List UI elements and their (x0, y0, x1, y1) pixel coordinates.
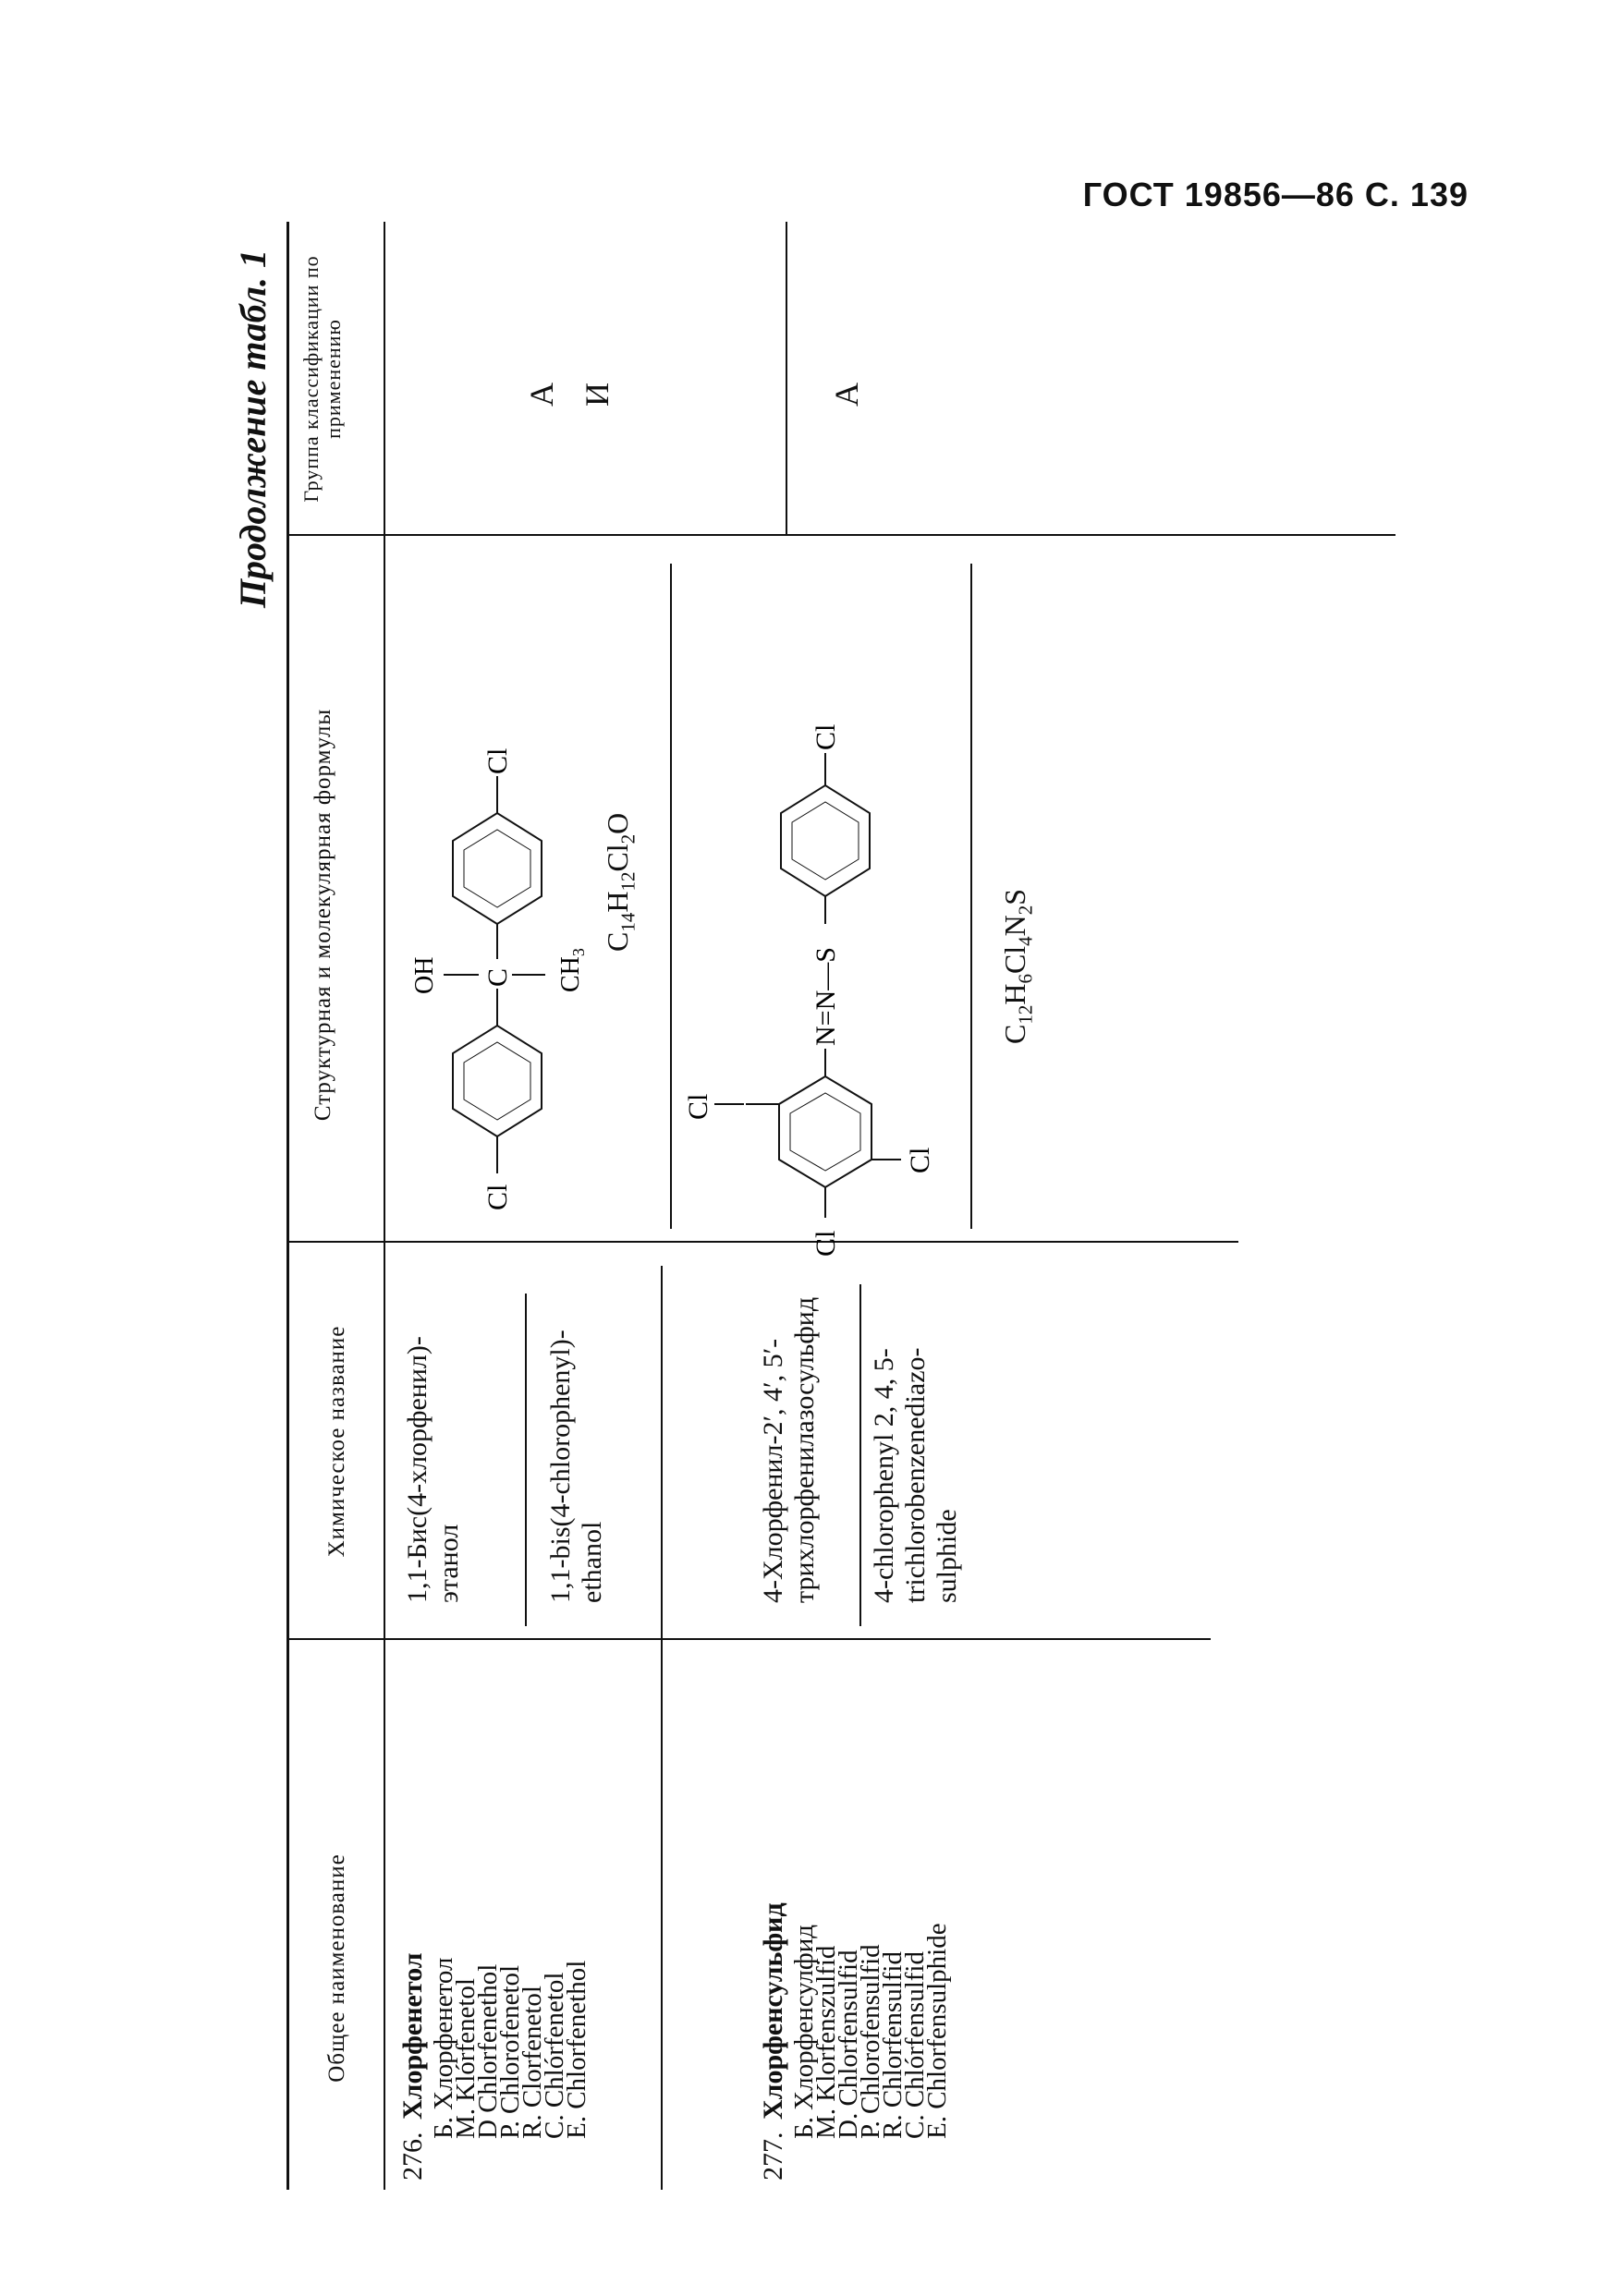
azo-sulfide-link: N=N—S (810, 947, 841, 1046)
row-name: Хлорфенетол (397, 1952, 428, 2120)
synonym: D. Chlorfensulfid (834, 1950, 863, 2139)
synonym: Р. Chlorofensulfid (856, 1944, 885, 2139)
cl-label: Cl (683, 1093, 713, 1120)
row-276-synonyms (429, 1658, 591, 2139)
formula-divider-277 (970, 564, 972, 1229)
group-277-a: А (828, 383, 865, 407)
synonym: Р. Chlorofenetol (495, 1964, 525, 2139)
row-277-chem-ru: 4-Хлорфенил-2′, 4′, 5′-трихлорфенилазосульфид (758, 1296, 820, 1603)
row-276-title (397, 1663, 429, 2181)
synonym: С. Chlórfenetol (540, 1972, 569, 2139)
header-group: Группа классификации по применению (299, 255, 345, 503)
ch3-label: $CH_3$ (556, 948, 588, 992)
group-276-a: А (523, 383, 560, 407)
chem-divider-276 (525, 1294, 527, 1626)
cl-label: Cl (810, 723, 841, 750)
chem-divider-277 (859, 1284, 861, 1626)
row-number: 276. (397, 2132, 428, 2181)
synonym: М. Klorfenszulfid (811, 1945, 841, 2139)
synonym: R. Chlorfensulfid (878, 1951, 908, 2139)
row-276-chem-ru: 1,1-Бис(4-хлорфенил)-этанол (402, 1336, 464, 1603)
row-divider (661, 1266, 663, 2190)
group-276-i: И (579, 383, 615, 407)
synonym: Е. Chlorfenethol (562, 1960, 591, 2139)
molecular-formula-276: $C_{14}H_{12}Cl_2O$ (601, 812, 640, 952)
row-divider-group (786, 222, 787, 536)
row-number: 277. (758, 2132, 788, 2181)
c-label: C (482, 967, 513, 987)
page-header: ГОСТ 19856—86 С. 139 (1082, 176, 1469, 213)
synonym: С. Chlórfensulfid (900, 1951, 930, 2139)
synonym: R. Clorfenetol (518, 1986, 547, 2139)
synonym: Б. Хлорфенсулфид (789, 1925, 819, 2139)
formula-divider-276 (670, 564, 672, 1229)
oh-label: OH (410, 956, 439, 994)
row-name: Хлорфенсульфид (758, 1902, 788, 2120)
cl-label: Cl (810, 1230, 841, 1257)
header-common-name: Общее наименование (324, 1853, 349, 2083)
table-header-rule (384, 222, 385, 2190)
row-277-title (758, 1663, 789, 2181)
row-277-chem-en: 4-chlorophenyl 2, 4, 5-trichlorobenzenediazo-sulphide (869, 1347, 962, 1603)
table-top-rule (286, 222, 289, 2190)
molecular-formula-277: $C_{12}H_6Cl_4N_2S$ (998, 888, 1037, 1044)
benzene-inner (464, 1042, 530, 1120)
row-277-synonyms (789, 1640, 952, 2139)
synonym: D Chlorfenethol (473, 1963, 503, 2139)
header-formula: Структурная и молекулярная формулы (311, 708, 335, 1122)
synonym: Б. Хлорфенетол (429, 1957, 458, 2139)
synonym: М. Klórfenetol (451, 1978, 481, 2139)
cl-label: Cl (482, 1184, 513, 1210)
synonym: Е. Chlorfensulphide (922, 1923, 952, 2139)
row-276-chem-en: 1,1-bis(4-chlorophenyl)-ethanol (545, 1330, 607, 1603)
cl-label: Cl (905, 1147, 935, 1173)
col-divider-1 (286, 1638, 1211, 1640)
structure-chlorfenethol (397, 564, 591, 1210)
benzene-ring (744, 1049, 869, 1187)
header-chemical-name: Химическое название (324, 1325, 349, 1558)
continuation-caption: Продолжение табл. 1 (232, 249, 274, 609)
rotated-table-sheet (231, 222, 1479, 2190)
benzene-inner (464, 830, 530, 907)
benzene-inner (792, 802, 859, 880)
benzene-inner (790, 1093, 860, 1171)
structure-chlorfensulphide (679, 554, 947, 1257)
col-divider-3 (286, 534, 1396, 536)
cl-label: Cl (482, 747, 513, 774)
